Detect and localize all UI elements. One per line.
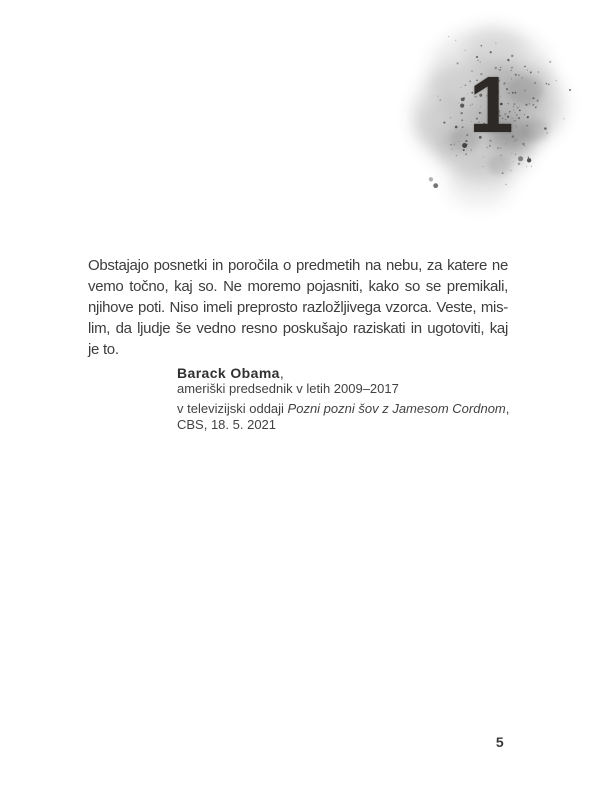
quote-line: lim, da ljudje še vedno resno poskušajo raziskati in ugotoviti, kaj: [88, 320, 508, 337]
attribution-source-prefix: v televizijski oddaji: [177, 401, 288, 416]
attribution-name: Barack Obama: [177, 365, 280, 381]
attribution-role: ameriški predsednik v letih 2009–2017: [177, 381, 399, 396]
quote-line: je to.: [88, 341, 119, 358]
attribution-source-title: Pozni pozni šov z Jamesom Cordnom: [287, 401, 506, 416]
quote-paragraph: [88, 255, 508, 360]
quote-line: njihove poti. Niso imeli preprosto razložljivega vzorca. Veste, mis-: [88, 299, 508, 316]
attribution-block: [177, 365, 537, 433]
page-number: 5: [495, 734, 504, 750]
attribution-name-suffix: ,: [279, 365, 284, 381]
attribution-source-detail: CBS, 18. 5. 2021: [177, 417, 277, 432]
chapter-ink-splatter: [385, 0, 600, 235]
chapter-number: 1: [469, 60, 513, 149]
quote-line: vemo točno, kaj so. Ne moremo pojasniti, kako so se premikali,: [88, 278, 508, 295]
attribution-source-suffix: ,: [505, 401, 510, 416]
quote-line: Obstajajo posnetki in poročila o predmetih na nebu, za katere ne: [88, 257, 508, 274]
attribution-source: [177, 401, 537, 417]
attribution-name-line: [177, 365, 537, 381]
